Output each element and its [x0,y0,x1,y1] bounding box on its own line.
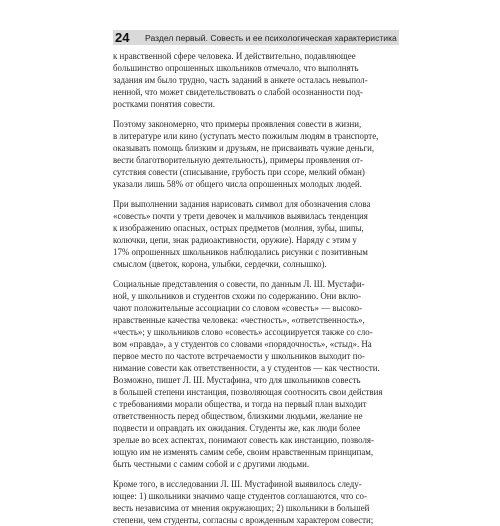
text-line: быть честными с самим собой и с другими людьми. [113,459,310,469]
text-line: сутствия совести (списывание, грубость при ссоре, мелкий обман) [113,167,365,177]
text-line: ной, у школьников и студентов схожи по содержанию. Они вклю- [113,291,362,301]
text-line: вести благотворительную деятельность), примеры проявления от- [113,155,363,165]
text-line: указали лишь 58% от общего числа опрошенных молодых людей. [113,179,362,189]
paragraph-5 [113,478,399,526]
paragraph-1 [113,50,399,110]
text-line: подвести и оправдать их ожидания. Студенты же, как люди более [113,423,361,433]
text-line: «честь»; у школьников слово «совесть» ассоциируется также со сло- [113,327,373,337]
text-line: «совесть» почти у трети девочек и мальчиков выявилась тенденция [113,211,368,221]
text-line: ответственность перед обществом, близкими людьми, желание не [113,411,363,421]
text-line: Кроме того, в исследовании Л. Ш. Мустафиной выявилось следу- [113,479,362,489]
text-line: в большей степени инстанция, позволяющая соотносить свои действия [113,387,383,397]
text-line: большинство опрошенных школьников отмечало, что выполнять [113,63,359,73]
text-line: ющее: 1) школьники значимо чаще студентов соглашаются, что со- [113,491,367,501]
text-line: вом «правда», а у студентов со словами «порядочность», «стыд». На [113,339,372,349]
text-line: степени, чем студенты, согласны с врожденным характером совести; [113,515,374,525]
text-line: Социальные представления о совести, по данным Л. Ш. Мустафи- [113,279,365,289]
text-line: смыслом (цветок, корона, улыбки, сердечки, солнышко). [113,259,327,269]
text-line: ростками понятия совести. [113,99,216,109]
running-header [113,30,399,45]
text-line: оказывать помощь близким и друзьям, не присваивать чужие деньги, [113,143,375,153]
text-line: зрелые во всех аспектах, понимают совесть как инстанцию, позволя- [113,435,374,445]
paragraph-2 [113,118,399,190]
text-line: 17% опрошенных школьников наблюдались рисунки с позитивным [113,247,368,257]
text-line: первое место по частоте встречаемости у школьников выходит по- [113,351,365,361]
paragraph-4 [113,278,399,470]
text-line: с требованиями морали общества, и тогда на первый план выходит [113,399,367,409]
text-line: ненной, что может свидетельствовать о слабой осознанности под- [113,87,363,97]
text-line: Поэтому закономерно, что примеры проявления совести в жизни, [113,119,362,129]
text-line: нимание совести как ответственности, а у студентов — как честности. [113,363,380,373]
text-line: к нравственной сфере человека. И действительно, подавляющее [113,51,356,61]
paragraph-3 [113,198,399,270]
text-line: задания им было трудно, часть заданий в анкете осталась невыпол- [113,75,368,85]
text-line: Возможно, пишет Л. Ш. Мустафина, что для школьников совесть [113,375,361,385]
page-number: 24 [115,30,130,45]
text-line: весть независима от мнения окружающих; 2) школьники в большей [113,503,370,513]
text-line: При выполнении задания нарисовать символ для обозначения слова [113,199,371,209]
text-line: ющую им не изменять самим себе, своим нравственным принципам, [113,447,374,457]
text-column [113,50,399,526]
text-line: в литературе или кино (уступать место пожилым людям в транспорте, [113,131,379,141]
text-line: нравственные качества человека: «честность», «ответственность», [113,315,365,325]
section-title: Раздел первый. Совесть и ее психологическая характеристика [145,32,397,43]
text-line: к изображению опасных, острых предметов (молния, зубы, шипы, [113,223,364,233]
text-line: чают положительные ассоциации со словом «совесть» — высоко- [113,303,363,313]
text-line: колючки, цепи, знак радиоактивности, оружие). Наряду с этим у [113,235,357,245]
